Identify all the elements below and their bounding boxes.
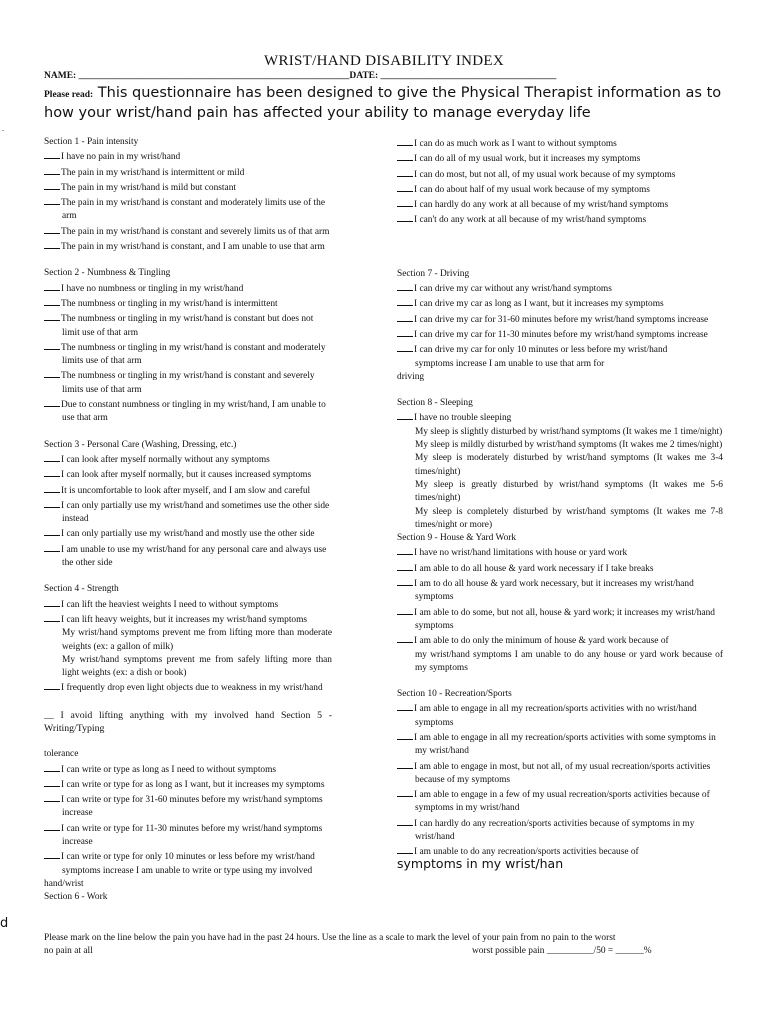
item-text: The numbness or tingling in my wrist/hand is intermittent (61, 298, 278, 309)
checklist-item[interactable] (397, 787, 723, 816)
item-text: The pain in my wrist/hand is intermittent or mild (61, 167, 245, 178)
checklist-item[interactable] (44, 597, 332, 612)
answer-blank[interactable] (44, 849, 60, 859)
answer-blank[interactable] (44, 498, 60, 508)
answer-blank[interactable] (44, 296, 60, 306)
answer-blank[interactable] (44, 542, 60, 552)
pain-scale-score-field[interactable]: worst possible pain __________/50 = ______% (472, 946, 652, 956)
checklist-item[interactable] (44, 368, 332, 397)
item-text: The numbness or tingling in my wrist/hand is constant and severely limits use of that arm (61, 371, 315, 395)
item-text: It is uncomfortable to look after myself, and I am slow and careful (61, 485, 311, 496)
answer-blank[interactable] (397, 312, 413, 322)
checklist-item[interactable] (397, 342, 723, 357)
item-text: The numbness or tingling in my wrist/hand is constant and moderately limits use of that arm (61, 342, 326, 367)
checklist-item[interactable] (397, 296, 723, 311)
checklist-item[interactable] (397, 701, 723, 730)
checklist-item[interactable] (397, 759, 723, 788)
answer-blank[interactable] (44, 597, 60, 607)
answer-blank[interactable] (44, 792, 60, 802)
item-text: I can only partially use my wrist/hand and sometimes use the other side instead (61, 500, 330, 525)
checklist-item[interactable] (397, 545, 723, 560)
item-text: I have no pain in my wrist/hand (61, 152, 181, 163)
checklist-item: My wrist/hand symptoms prevent me from safely lifting more than light weights (ex: a dish or book) (62, 654, 332, 679)
checklist-item: My sleep is completely disturbed by wrist/hand symptoms (It wakes me 7-8 times/night or more) (415, 506, 723, 530)
checklist-item[interactable] (44, 542, 332, 571)
checklist-item: my wrist/hand symptoms I am unable to do any house or yard work because of my symptoms (415, 649, 723, 673)
answer-blank[interactable] (397, 730, 413, 740)
item-text: I am able to engage in all my recreation/sports activities with no wrist/hand symptoms (414, 704, 697, 728)
item-text: I can only partially use my wrist/hand and mostly use the other side (61, 529, 315, 540)
answer-blank[interactable] (44, 483, 60, 493)
item-text: The pain in my wrist/hand is constant and moderately limits use of the arm (61, 198, 326, 222)
answer-blank[interactable] (397, 327, 413, 337)
answer-blank[interactable] (44, 340, 60, 350)
checklist-item[interactable] (397, 327, 723, 342)
checklist-item[interactable] (44, 165, 332, 180)
spacer (397, 675, 723, 688)
item-text: I can do most, but not all, of my usual work because of my symptoms (414, 169, 676, 180)
checklist-item[interactable] (44, 792, 332, 821)
answer-blank[interactable] (397, 212, 413, 222)
checklist-item[interactable] (44, 195, 332, 224)
item-text: I can drive my car for 11-30 minutes before my wrist/hand symptoms increase (414, 329, 708, 340)
checklist-item[interactable] (397, 212, 723, 227)
spacer (44, 254, 332, 267)
answer-blank[interactable] (397, 136, 413, 146)
text-line: driving (397, 371, 425, 382)
text-line: Section 6 - Work (44, 892, 108, 903)
section-heading: Section 10 - Recreation/Sports (397, 689, 512, 700)
item-text: I can write or type for 11-30 minutes before my wrist/hand symptoms increase (61, 823, 323, 848)
left-column (44, 136, 332, 905)
checklist-item[interactable] (397, 312, 723, 327)
please-read-label: Please read: (44, 90, 94, 100)
answer-blank[interactable] (397, 787, 413, 797)
item-text: I can drive my car for only 10 minutes or less before my wrist/hand (414, 345, 668, 356)
checklist-item[interactable] (44, 467, 332, 482)
item-text: I am to do all house & yard work necessary, but it increases my wrist/hand symptoms (414, 579, 694, 603)
checklist-item[interactable] (44, 239, 332, 254)
checklist-item[interactable] (44, 498, 332, 527)
answer-blank[interactable] (397, 182, 413, 192)
answer-blank[interactable] (397, 816, 413, 826)
spacer (44, 735, 332, 748)
spacer (397, 228, 723, 268)
item-text: I can look after myself normally without any symptoms (61, 454, 270, 465)
checklist-item[interactable] (397, 167, 723, 182)
section-heading: Section 3 - Personal Care (Washing, Dressing, etc.) (44, 439, 237, 450)
spacer (397, 384, 723, 397)
item-text: I can write or type as long as I need to without symptoms (61, 764, 277, 775)
checklist-item[interactable] (44, 849, 332, 864)
checklist-item[interactable] (44, 311, 332, 340)
item-text: I can drive my car for 31-60 minutes before my wrist/hand symptoms increase (414, 314, 709, 325)
checklist-item[interactable] (44, 526, 332, 541)
right-column-tail: symptoms in my wrist/han (397, 856, 564, 871)
checklist-item[interactable] (44, 340, 332, 369)
answer-blank[interactable] (44, 180, 60, 190)
item-text: I can look after myself normally, but it causes increased symptoms (61, 470, 312, 481)
answer-blank[interactable] (397, 701, 413, 711)
item-text: Due to constant numbness or tingling in my wrist/hand, I am unable to use that arm (61, 400, 326, 424)
name-field[interactable]: NAME: _________________________________________________________ (44, 71, 350, 81)
checklist-item[interactable] (44, 483, 332, 498)
answer-blank[interactable] (44, 311, 60, 321)
answer-blank[interactable] (397, 167, 413, 177)
pain-scale-left-label: no pain at all (44, 946, 93, 956)
checklist-item[interactable] (44, 762, 332, 777)
right-column (397, 136, 723, 860)
item-text: I can lift heavy weights, but it increases my wrist/hand symptoms (61, 614, 308, 625)
checklist-item[interactable] (397, 182, 723, 197)
answer-blank[interactable] (397, 605, 413, 615)
checklist-item[interactable] (397, 151, 723, 166)
checklist-item[interactable] (397, 410, 723, 425)
item-text: I am able to do all house & yard work necessary if I take breaks (414, 563, 654, 574)
date-field[interactable]: DATE: _____________________________________ (349, 71, 557, 81)
footer-instructions: Please mark on the line below the pain you have had in the past 24 hours. Use the line as a scale to mark the level of your pain from no pain to the worst (44, 933, 616, 943)
item-text: I am unable to use my wrist/hand for any personal care and always use the other side (61, 544, 327, 569)
answer-blank[interactable] (44, 821, 60, 831)
checklist-item: symptoms increase I am unable to write or type using my involved (62, 865, 313, 876)
spacer (44, 696, 332, 709)
answer-blank[interactable] (44, 195, 60, 205)
item-text: I can drive my car without any wrist/hand symptoms (414, 284, 612, 295)
answer-blank[interactable] (44, 149, 60, 159)
answer-blank[interactable] (44, 368, 60, 378)
section-heading: Section 9 - House & Yard Work (397, 533, 517, 544)
intro-paragraph (44, 84, 744, 122)
item-text: The pain in my wrist/hand is mild but constant (61, 182, 236, 193)
checklist-item[interactable] (397, 816, 723, 845)
checklist-item: My sleep is slightly disturbed by wrist/hand symptoms (It wakes me 1 time/night) (415, 426, 723, 437)
item-text: The pain in my wrist/hand is constant, and I am unable to use that arm (61, 242, 325, 253)
item-text: The pain in my wrist/hand is constant and severely limits us of that arm (61, 226, 330, 237)
item-text: The numbness or tingling in my wrist/hand is constant but does not limit use of that arm (61, 314, 314, 338)
answer-blank[interactable] (44, 762, 60, 772)
checklist-item[interactable] (397, 605, 723, 634)
answer-blank[interactable] (44, 467, 60, 477)
checklist-item[interactable] (44, 397, 332, 426)
checklist-item[interactable] (397, 136, 723, 151)
answer-blank[interactable] (397, 759, 413, 769)
item-text: I am able to engage in a few of my usual recreation/sports activities because of symptoms in my wrist/hand (414, 790, 710, 814)
item-text: I can hardly do any work at all because of my wrist/hand symptoms (414, 200, 669, 211)
answer-blank[interactable] (397, 545, 413, 555)
answer-blank[interactable] (397, 197, 413, 207)
item-text: I have no wrist/hand limitations with house or yard work (414, 548, 628, 559)
page-title: WRIST/HAND DISABILITY INDEX (263, 53, 504, 69)
answer-blank[interactable] (397, 342, 413, 352)
checklist-item[interactable] (44, 452, 332, 467)
item-text: I can drive my car as long as I want, but it increases my symptoms (414, 299, 664, 310)
checklist-item[interactable] (397, 281, 723, 296)
answer-blank[interactable] (44, 224, 60, 234)
checklist-item[interactable] (44, 281, 332, 296)
answer-blank[interactable] (44, 165, 60, 175)
margin-dot: . (2, 124, 4, 133)
margin-letter: d (0, 916, 9, 931)
name-date-row (44, 71, 556, 81)
item-text: I can do all of my usual work, but it increases my symptoms (414, 154, 641, 165)
item-text: I can lift the heaviest weights I need to without symptoms (61, 599, 279, 610)
answer-blank[interactable] (44, 777, 60, 787)
answer-blank[interactable] (44, 452, 60, 462)
item-text: I have no numbness or tingling in my wrist/hand (61, 283, 244, 294)
checklist-item[interactable] (44, 821, 332, 850)
checklist-item[interactable] (397, 730, 723, 759)
checklist-item[interactable] (397, 633, 723, 648)
checklist-item: My wrist/hand symptoms prevent me from lifting more than moderate weights (ex: a gallon of milk) (62, 628, 332, 652)
intro-text: This questionnaire has been designed to give the Physical Therapist information as to how your wrist/hand pain has affected your ability to manage everyday life (44, 85, 722, 121)
checklist-item: symptoms increase I am unable to use that arm for (415, 358, 605, 369)
checklist-item[interactable] (397, 197, 723, 212)
checklist-item[interactable] (44, 149, 332, 164)
answer-blank[interactable] (44, 680, 60, 690)
item-text: I am able to engage in most, but not all, of my usual recreation/sports activities because of my symptoms (414, 761, 711, 785)
item-text: I frequently drop even light objects due to weakness in my wrist/hand (61, 683, 323, 694)
answer-blank[interactable] (44, 239, 60, 249)
section-heading: Section 8 - Sleeping (397, 398, 473, 409)
answer-blank[interactable] (397, 633, 413, 643)
item-text: I can write or type for as long as I want, but it increases my symptoms (61, 779, 325, 790)
checklist-item: __ I avoid lifting anything with my involved hand Section 5 - Writing/Typing (44, 709, 332, 734)
answer-blank[interactable] (44, 526, 60, 536)
answer-blank[interactable] (397, 844, 413, 854)
section-heading: Section 1 - Pain intensity (44, 137, 139, 147)
item-text: I have no trouble sleeping (414, 413, 512, 424)
checklist-item[interactable] (397, 576, 723, 605)
spacer (44, 426, 332, 439)
checklist-item: My sleep is greatly disturbed by wrist/hand symptoms (It wakes me 5-6 times/night) (415, 479, 723, 504)
answer-blank[interactable] (44, 397, 60, 407)
answer-blank[interactable] (397, 281, 413, 291)
text-line: hand/wrist (44, 878, 84, 889)
section-heading: Section 4 - Strength (44, 584, 119, 595)
checklist-item[interactable] (44, 296, 332, 311)
answer-blank[interactable] (397, 561, 413, 571)
answer-blank[interactable] (44, 612, 60, 622)
checklist-item[interactable] (44, 224, 332, 239)
answer-blank[interactable] (397, 410, 413, 420)
checklist-item: My sleep is moderately disturbed by wrist/hand symptoms (It wakes me 3-4 times/night) (415, 453, 723, 477)
item-text: I can write or type for 31-60 minutes before my wrist/hand symptoms increase (61, 795, 323, 819)
checklist-item[interactable] (44, 680, 332, 695)
item-text: I am able to do only the minimum of house & yard work because of (414, 636, 669, 647)
item-text: I am able to do some, but not all, house & yard work; it increases my wrist/hand symptoms (414, 607, 715, 631)
spacer (44, 570, 332, 583)
item-text: I am unable to do any recreation/sports activities because of (414, 847, 639, 858)
checklist-item[interactable] (44, 612, 332, 627)
answer-blank[interactable] (397, 296, 413, 306)
checklist-item: My sleep is mildly disturbed by wrist/hand symptoms (It wakes me 2 times/night) (415, 440, 723, 451)
section-heading: Section 2 - Numbness & Tingling (44, 268, 171, 279)
answer-blank[interactable] (397, 576, 413, 586)
item-text: I can't do any work at all because of my wrist/hand symptoms (414, 215, 647, 226)
item-text: I can do as much work as I want to without symptoms (414, 139, 617, 149)
item-text: I can write or type for only 10 minutes or less before my wrist/hand (61, 852, 315, 863)
item-text: I am able to engage in all my recreation/sports activities with some symptoms in my wrist/hand (414, 732, 716, 757)
answer-blank[interactable] (397, 151, 413, 161)
checklist-item[interactable] (44, 180, 332, 195)
item-text: I can do about half of my usual work because of my symptoms (414, 184, 650, 195)
checklist-item[interactable] (44, 777, 332, 792)
checklist-item[interactable] (397, 561, 723, 576)
section-heading: Section 7 - Driving (397, 268, 470, 279)
text-line: tolerance (44, 749, 79, 760)
item-text: I can hardly do any recreation/sports activities because of symptoms in my wrist/hand (414, 818, 695, 843)
answer-blank[interactable] (44, 281, 60, 291)
